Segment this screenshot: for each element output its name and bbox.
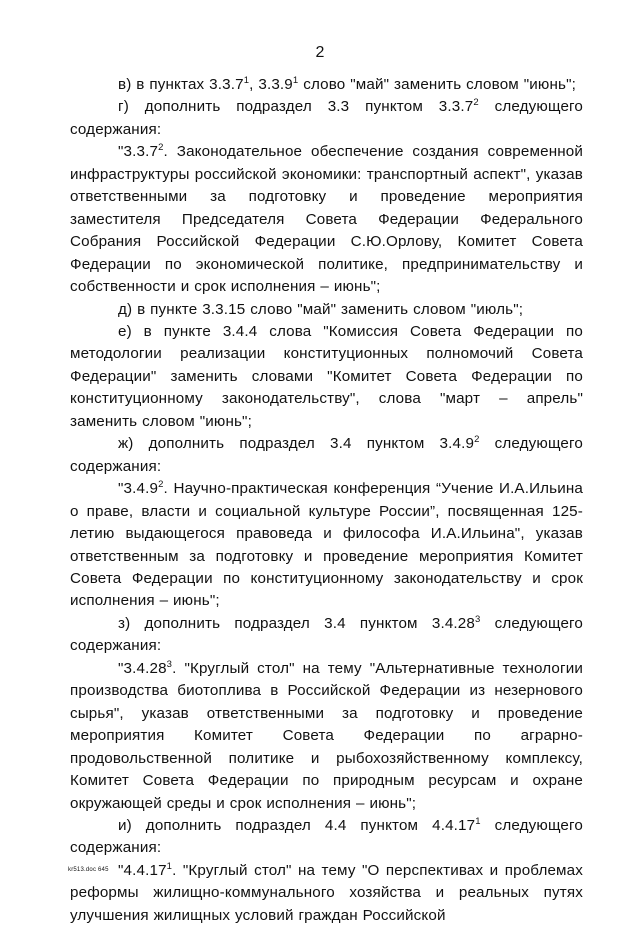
document-paragraph: [70, 321, 583, 433]
document-paragraph: [70, 613, 583, 658]
document-paragraph: [70, 433, 583, 478]
document-paragraph: [70, 141, 583, 298]
document-paragraph: [70, 74, 583, 96]
paragraph-text: следующего содержания:: [70, 816, 583, 857]
paragraph-text: е) в пункте 3.4.4 слова "Комиссия Совета Федерации по методологии реализации конституционных полномочий Совета Федерации" заменить словами "Комитет Совета Федерации по конституционному законодательству", слова "март – апрель" заменить словом "июнь";: [70, 322, 583, 430]
paragraph-text: з) дополнить подраздел 3.4 пунктом 3.4.28: [118, 614, 475, 632]
document-paragraph: [70, 815, 583, 860]
superscript-index: 1: [475, 815, 481, 827]
superscript-index: 1: [292, 75, 299, 86]
paragraph-text: д) в пункте 3.3.15 слово "май" заменить словом "июль";: [118, 300, 524, 318]
paragraph-text: "3.4.9: [118, 480, 159, 498]
paragraph-text: , 3.3.9: [249, 76, 293, 93]
paragraph-text: следующего содержания:: [70, 98, 583, 138]
superscript-index: 2: [158, 142, 164, 154]
paragraph-text: "4.4.17: [118, 861, 167, 879]
paragraph-text: . "Круглый стол" на тему "О перспективах и проблемах реформы жилищно-коммунального хозяйства и реальных путях улучшения жилищных условий граждан Российской: [70, 861, 583, 924]
paragraph-text: слово "май" заменить словом "июнь";: [298, 76, 576, 93]
page-number: 2: [315, 44, 325, 61]
document-paragraph: [70, 299, 583, 321]
document-file-code: kr513.doc 645: [68, 867, 109, 873]
paragraph-text: . "Круглый стол" на тему "Альтернативные технологии производства биотоплива в Российской Федерации из незернового сырья", указав ответственными за подготовку и проведение мероприятия Комитет Совета Федерации по аграрно-продовольственной политике и рыбохозяйственному комплексу, Комитет Совета Федерации по природным ресурсам и охране окружающей среды и срок исполнения – июнь";: [70, 659, 583, 812]
document-paragraph: [70, 658, 583, 815]
superscript-index: 2: [158, 479, 164, 491]
paragraph-text: и) дополнить подраздел 4.4 пунктом 4.4.17: [118, 816, 476, 834]
document-body: [70, 74, 583, 927]
paragraph-text: . Законодательное обеспечение создания современной инфраструктуры российской экономики: транспортный аспект", указав ответственными за подготовку и проведение мероприятия заместителя Председателя Совета Федерации Федерального Собрания Российской Федерации С.Ю.Орлову, Комитет Совета Федерации по экономической политике, предпринимательству и собственности и срок исполнения – июнь";: [70, 143, 583, 296]
superscript-index: 1: [243, 75, 250, 86]
superscript-index: 2: [474, 434, 480, 446]
superscript-index: 3: [166, 658, 173, 670]
document-paragraph: [70, 478, 583, 613]
superscript-index: 1: [166, 860, 173, 872]
paragraph-text: в) в пунктах 3.3.7: [118, 76, 244, 93]
superscript-index: 3: [475, 613, 481, 625]
paragraph-text: "3.4.28: [118, 659, 167, 677]
document-paragraph: [70, 96, 583, 141]
superscript-index: 2: [473, 97, 479, 109]
paragraph-text: г) дополнить подраздел 3.3 пунктом 3.3.7: [118, 98, 474, 116]
paragraph-text: "3.3.7: [118, 143, 159, 161]
paragraph-text: следующего содержания:: [70, 435, 583, 475]
document-paragraph: [70, 860, 583, 927]
paragraph-text: . Научно-практическая конференция “Учение И.А.Ильина о праве, власти и социальной культуре России”, посвященная 125-летию выдающегося правоведа и философа И.А.Ильина", указав ответственным за подготовку и проведение мероприятия Комитет Совета Федерации по конституционному законодательству и срок исполнения – июнь";: [70, 480, 583, 610]
paragraph-text: следующего содержания:: [70, 614, 583, 655]
paragraph-text: ж) дополнить подраздел 3.4 пунктом 3.4.9: [118, 435, 475, 453]
